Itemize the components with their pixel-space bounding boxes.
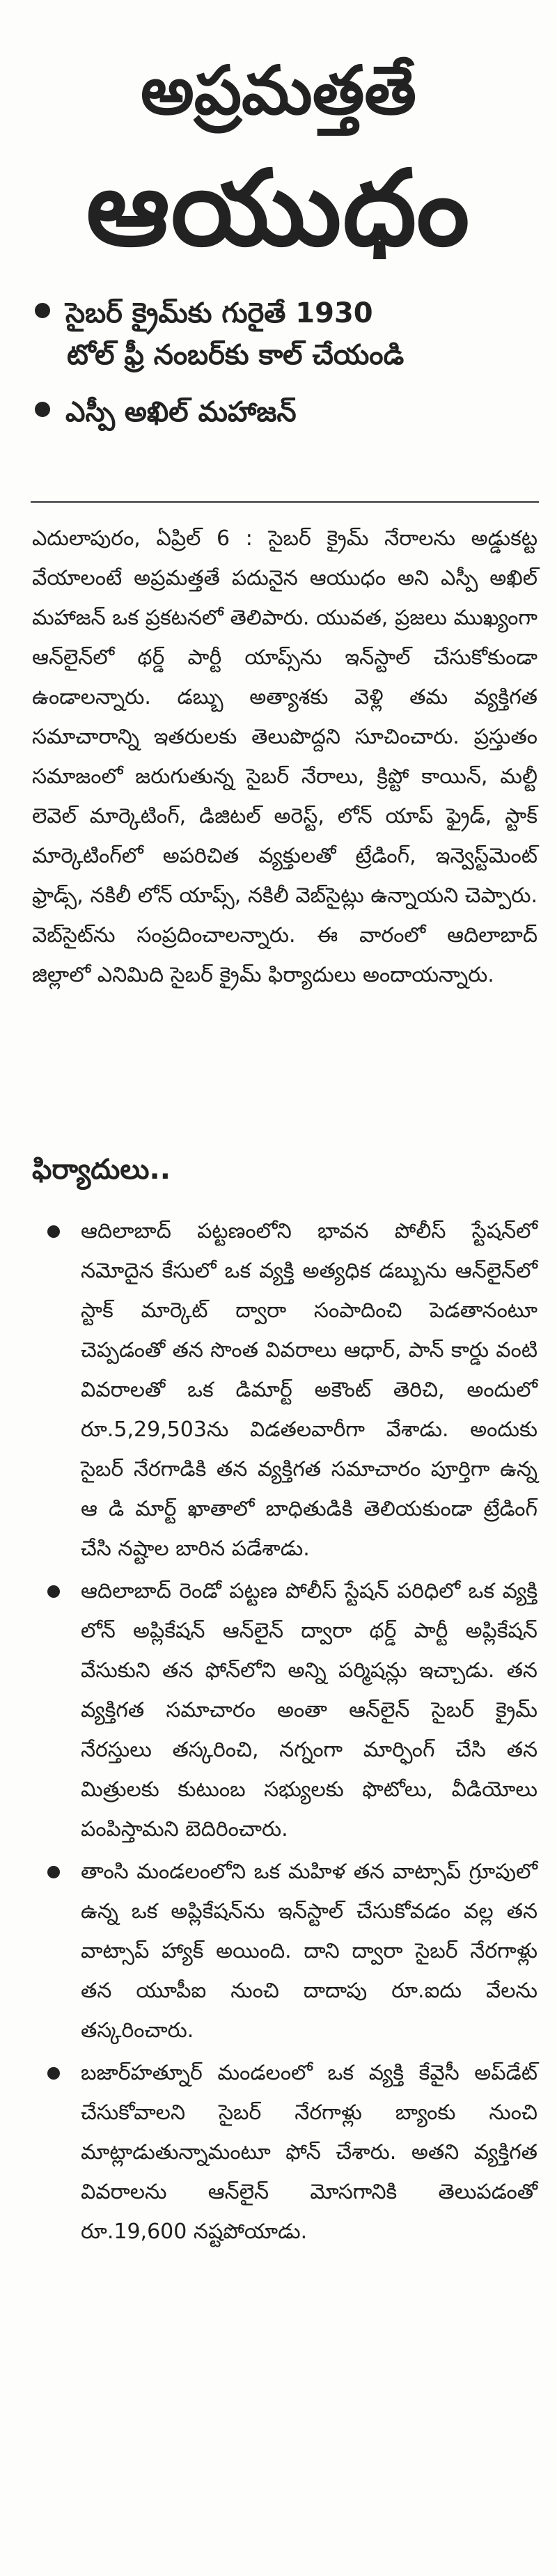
bullet-dot-icon bbox=[47, 2067, 60, 2080]
sub-headline-1-line-1: సైబర్ క్రైమ్‌కు గురైతే 1930 bbox=[65, 297, 373, 329]
complaint-text: ఆదిలాబాద్ పట్టణంలోని భావన పోలీస్ స్టేషన్‌లో నమోదైన కేసులో ఒక వ్యక్తి అత్యధిక డబ్బును ఆన్‌లైన్‌లో స్టాక్ మార్కెట్ ద్వారా సంపాదించి పెడతానంటూ చెప్పడంతో తన సొంత వివరాలు ఆధార్, పాన్ కార్డు వంటి వివరాలతో ఒక డిమార్ట్ అకౌంట్ తెరిచి, అందులో రూ.5,29,503ను విడతలవారీగా వేశాడు. అందుకు సైబర్ నేరగాడికి తన వ్యక్తిగత సమాచారం పూర్తిగా ఉన్న ఆ డి మార్ట్ ఖాతాలో బాధితుడికి తెలియకుండా ట్రేడింగ్ చేసి నష్టాల బారిన పడేశాడు. bbox=[81, 1219, 538, 1561]
bullet-dot-icon bbox=[35, 303, 50, 318]
sub-headline-1 bbox=[35, 292, 536, 334]
sub-headline-block bbox=[35, 292, 536, 433]
list-item bbox=[32, 1211, 538, 1569]
list-item bbox=[32, 1852, 538, 2050]
bullet-dot-icon bbox=[47, 1225, 60, 1238]
complaint-text: బజార్‌హత్నూర్ మండలంలో ఒక వ్యక్తి కేవైసీ అప్‌డేట్ చేసుకోవాలని సైబర్ నేరగాళ్లు బ్యాంకు నుంచి మాట్లాడుతున్నామంటూ ఫోన్ చేశారు. అతని వ్యక్తిగత వివరాలను ఆన్‌లైన్ మోసగానికి తెలుపడంతో రూ.19,600 నష్టపోయాడు. bbox=[81, 2061, 538, 2244]
list-item bbox=[32, 2053, 538, 2252]
bullet-dot-icon bbox=[47, 1585, 60, 1598]
complaints-list bbox=[32, 1211, 538, 2254]
byline-text: ఎస్పీ అఖిల్ మహాజన్ bbox=[65, 396, 297, 428]
headline-line-1: అప్రమత్తతే bbox=[141, 52, 416, 129]
bullet-dot-icon bbox=[35, 402, 50, 417]
bullet-dot-icon bbox=[47, 1866, 60, 1878]
sub-headline-1-line-2: టోల్ ఫ్రీ నంబర్‌కు కాల్ చేయండి bbox=[67, 339, 405, 371]
byline bbox=[35, 391, 536, 433]
section-heading: ఫిర్యాదులు.. bbox=[32, 1154, 171, 1186]
list-item bbox=[32, 1571, 538, 1849]
complaint-text: తాంసి మండలంలోని ఒక మహిళ తన వాట్సాప్ గ్రూపులో ఉన్న ఒక అప్లికేషన్‌ను ఇన్‌స్టాల్ చేసుకోవడం వల్ల తన వాట్సాప్ హ్యాక్ అయింది. దాని ద్వారా సైబర్ నేరగాళ్లు తన యూపీఐ నుంచి దాదాపు రూ.ఐదు వేలను తస్కరించారు. bbox=[81, 1860, 538, 2043]
divider bbox=[31, 501, 539, 503]
headline-line-2: ఆయుధం bbox=[86, 148, 471, 269]
article-body bbox=[32, 519, 538, 995]
complaint-text: ఆదిలాబాద్ రెండో పట్టణ పోలీస్ స్టేషన్ పరిధిలో ఒక వ్యక్తి లోన్ అప్లికేషన్ ఆన్‌లైన్ ద్వారా థర్డ్ పార్టీ అప్లికేషన్ వేసుకుని తన ఫోన్‌లోని అన్ని పర్మిషన్లు ఇచ్చాడు. తన వ్యక్తిగత సమాచారం అంతా ఆన్‌లైన్ సైబర్ క్రైమ్ నేరస్తులు తస్కరించి, నగ్నంగా మార్ఫింగ్ చేసి తన మిత్రులకు కుటుంబ సభ్యులకు ఫొటోలు, వీడియోలు పంపిస్తామని బెదిరించారు. bbox=[81, 1579, 538, 1841]
article-paragraph: ఎదులాపురం, ఏప్రిల్ 6 : సైబర్ క్రైమ్ నేరాలను అడ్డుకట్ట వేయాలంటే అప్రమత్తతే పదునైన ఆయుధం అని ఎస్పీ అఖిల్ మహాజన్ ఒక ప్రకటనలో తెలిపారు. యువత, ప్రజలు ముఖ్యంగా ఆన్‌లైన్‌లో థర్డ్ పార్టీ యాప్స్‌ను ఇన్‌స్టాల్ చేసుకోకుండా ఉండాలన్నారు. డబ్బు అత్యాశకు వెళ్లి తమ వ్యక్తిగత సమాచారాన్ని ఇతరులకు తెలుపొద్దని సూచించారు. ప్రస్తుతం సమాజంలో జరుగుతున్న సైబర్ నేరాలు, క్రిప్టో కాయిన్, మల్టీ లెవెల్ మార్కెటింగ్, డిజిటల్ అరెస్ట్, లోన్ యాప్ ఫ్రైడ్, స్టాక్ మార్కెటింగ్‌లో అపరిచిత వ్యక్తులతో ట్రేడింగ్, ఇన్వెస్ట్‌మెంట్ ఫ్రాడ్స్, నకిలీ లోన్ యాప్స్, నకిలీ వెబ్‌సైట్లు ఉన్నాయని చెప్పారు. వెబ్‌సైట్‌ను సంప్రదించాలన్నారు. ఈ వారంలో ఆదిలాబాద్ జిల్లాలో ఎనిమిది సైబర్ క్రైమ్ ఫిర్యాదులు అందాయన్నారు. bbox=[32, 526, 538, 987]
